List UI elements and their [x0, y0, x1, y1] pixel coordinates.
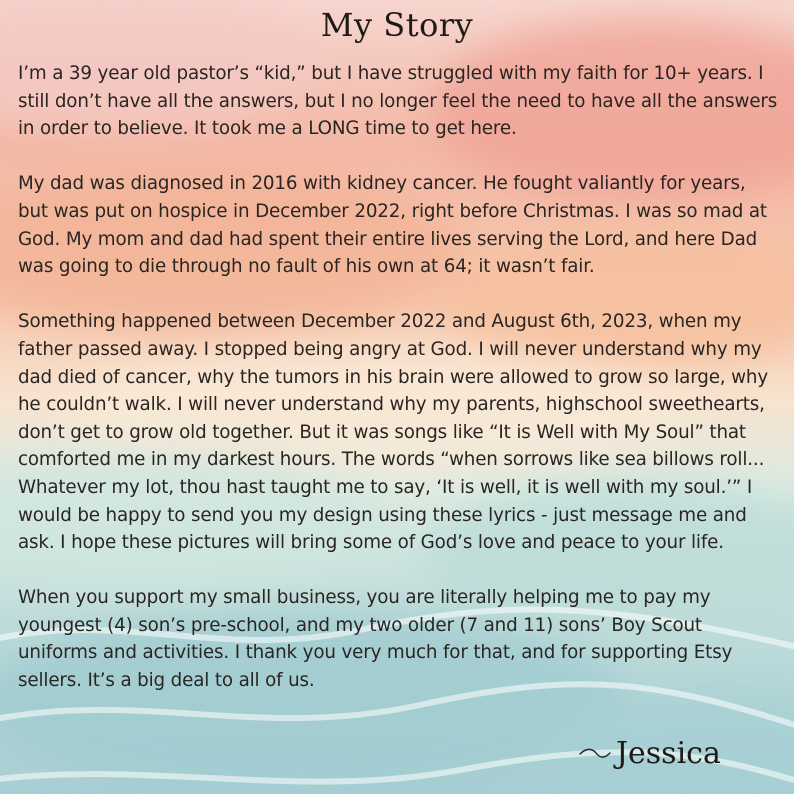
story-paragraph-2: My dad was diagnosed in 2016 with kidney cancer. He fought valiantly for years, but was put on hospice in December 2022, right before Christmas. I was so mad at God. My mom and dad had spent their entire lives serving the Lord, and here Dad was going to die through no fault of his own at 64; it wasn’t fair. [18, 173, 767, 278]
story-body [18, 60, 778, 722]
story-paragraph-4: When you support my small business, you are literally helping me to pay my youngest (4) son’s pre-school, and my two older (7 and 11) sons’ Boy Scout uniforms and activities. I thank you very much for that, and for supporting Etsy sellers. It’s a big deal to all of us. [18, 587, 733, 692]
signature [578, 733, 721, 773]
story-paragraph-3: Something happened between December 2022 and August 6th, 2023, when my father passed away. I stopped being angry at God. I will never understand why my dad died of cancer, why the tumors in his brain were allowed to grow so large, why he couldn’t walk. I will never understand why my parents, highschool sweethearts, don’t get to grow old together. But it was songs like “It is Well with My Soul” that comforted me in my darkest hours. The words “when sorrows like sea billows roll... Whatever my lot, thou hast taught me to say, ‘It is well, it is well with my soul.’” I would be happy to send you my design using these lyrics - just message me and ask. I hope these pictures will bring some of God’s love and peace to your life. [18, 311, 769, 554]
page-title: My Story [320, 6, 474, 44]
story-paragraph-1: I’m a 39 year old pastor’s “kid,” but I have struggled with my faith for 10+ years. I still don’t have all the answers, but I no longer feel the need to have all the answers in order to believe. It took me a LONG time to get here. [18, 63, 778, 140]
signature-name: Jessica [616, 735, 721, 771]
flourish-icon [578, 745, 612, 761]
